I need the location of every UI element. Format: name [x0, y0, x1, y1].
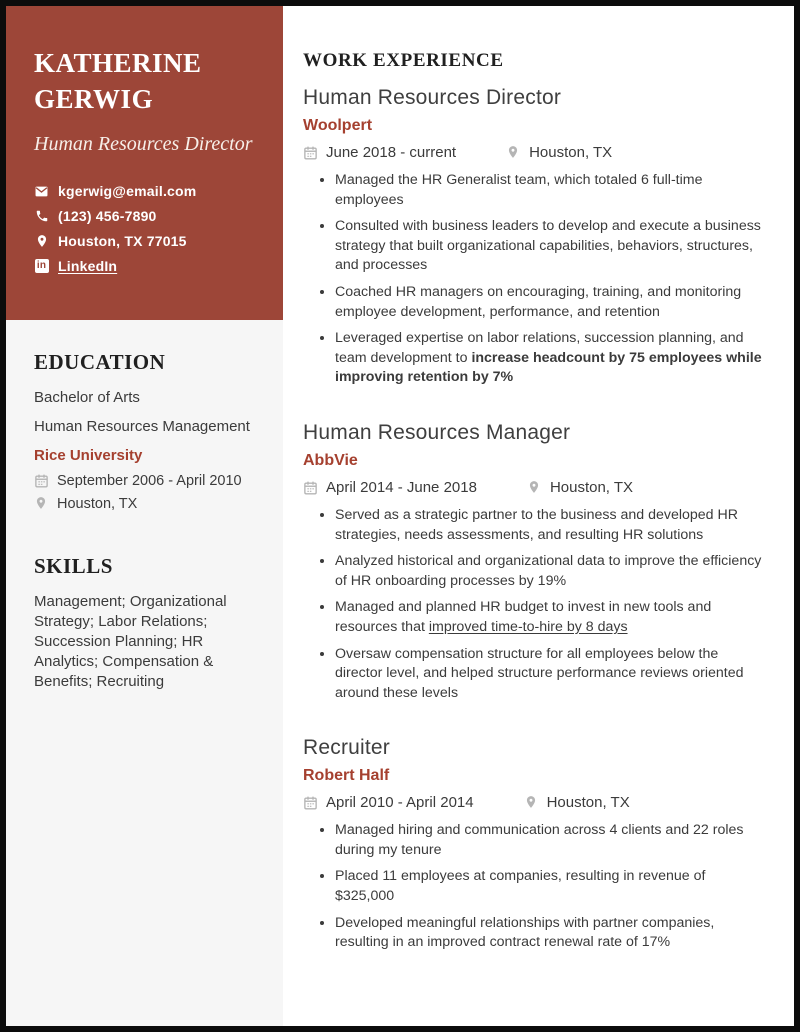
job-dates: April 2014 - June 2018: [326, 478, 477, 496]
skills-heading: SKILLS: [34, 553, 113, 578]
contact-list: [34, 183, 259, 274]
job-location-row: [506, 144, 612, 161]
job-location-row: [524, 794, 630, 811]
person-name: KATHERINE GERWIG: [34, 48, 202, 114]
job-dateline: [303, 479, 768, 496]
sidebar: [6, 6, 283, 1026]
calendar-icon: [303, 795, 318, 810]
location-icon: [34, 234, 49, 249]
calendar-icon: [303, 480, 318, 495]
email-icon: [34, 184, 49, 199]
linkedin-icon: in: [34, 259, 49, 274]
bullet-item: • Consulted with business leaders to develop and execute a business strategy that built organizational capabilities, behaviors, structures, and processes: [335, 217, 768, 276]
contact-phone: [34, 208, 259, 224]
job-location: Houston, TX: [546, 794, 630, 812]
inline-link[interactable]: improved time-to-hire by 8 days: [428, 618, 628, 635]
job-dates: June 2018 - current: [326, 144, 457, 161]
job-company: Robert Half: [303, 767, 390, 785]
calendar-icon: [303, 145, 318, 160]
person-headline: Human Resources Director: [34, 133, 253, 156]
sidebar-header: [6, 6, 283, 320]
education-location: Houston, TX: [57, 495, 138, 512]
bullet-item: • Managed and planned HR budget to invest in new tools and resources that improved time-to-hire by 8 days: [335, 598, 768, 637]
education-dates: September 2006 - April 2010: [57, 472, 242, 489]
bullet-item: • Managed the HR Generalist team, which totaled 6 full-time employees: [335, 171, 768, 210]
bullet-item: • Developed meaningful relationships with partner companies, resulting in an improved contract renewal rate of 17%: [335, 914, 768, 953]
bullet-list: [303, 821, 768, 953]
resume-page: [6, 6, 794, 1026]
location-pin-icon: [506, 145, 521, 160]
bullet-item: • Placed 11 employees at companies, resulting in revenue of $325,000: [335, 867, 768, 906]
linkedin-link[interactable]: LinkedIn: [58, 258, 118, 275]
contact-location-text: Houston, TX 77015: [58, 233, 187, 250]
bullet-item: • Leveraged expertise on labor relations, succession planning, and team development to increase headcount by 75 employees while improving retention by 7%: [335, 329, 768, 388]
bullet-item: • Served as a strategic partner to the business and developed HR strategies, needs assessments, and resulting HR solutions: [335, 506, 768, 545]
location-pin-icon: [34, 496, 49, 511]
contact-phone-text: (123) 456-7890: [58, 208, 157, 225]
job-dates-row: [303, 479, 477, 496]
bullet-list: [303, 506, 768, 703]
phone-icon: [34, 209, 49, 224]
skills-section: [34, 554, 257, 692]
education-dates-row: [34, 473, 257, 489]
contact-email: [34, 183, 259, 199]
education-degree: Bachelor of Arts: [34, 389, 140, 406]
education-school: Rice University: [34, 446, 143, 464]
main-content: [283, 6, 794, 1026]
job-location-row: [527, 479, 633, 496]
calendar-icon: [34, 473, 49, 488]
education-field: Human Resources Management: [34, 418, 250, 436]
bullet-item: • Coached HR managers on encouraging, training, and monitoring employee development, performance, and retention: [335, 283, 768, 322]
job-dateline: [303, 794, 768, 811]
bullet-item: • Oversaw compensation structure for all employees below the director level, and helped structure performance reviews oriented around these levels: [335, 645, 768, 704]
contact-linkedin: [34, 258, 259, 274]
contact-location: [34, 233, 259, 249]
job-entry: [303, 421, 768, 703]
contact-email-text: kgerwig@email.com: [58, 183, 197, 200]
job-location: Houston, TX: [549, 478, 634, 496]
location-pin-icon: [524, 795, 539, 810]
bullet-item: • Managed hiring and communication across 4 clients and 22 roles during my tenure: [335, 821, 768, 860]
job-entry: [303, 736, 768, 953]
job-location: Houston, TX: [529, 144, 613, 161]
bold-highlight: increase headcount by 75 employees while improving retention by 7%: [335, 349, 762, 386]
education-section: [34, 350, 257, 512]
job-entry: [303, 86, 768, 388]
sidebar-body: [6, 320, 283, 691]
job-title: Recruiter: [303, 736, 390, 760]
bullet-list: [303, 171, 768, 388]
jobs-list: [303, 86, 768, 953]
location-pin-icon: [527, 480, 542, 495]
job-company: AbbVie: [303, 451, 358, 469]
job-title: Human Resources Manager: [303, 420, 571, 444]
skills-text: Management; Organizational Strategy; Labor Relations; Succession Planning; HR Analytics; Compensation & Benefits; Recruiting: [34, 592, 227, 690]
education-heading: EDUCATION: [34, 350, 166, 374]
job-dateline: [303, 144, 768, 161]
education-location-row: [34, 496, 257, 512]
work-experience-heading: WORK EXPERIENCE: [303, 50, 504, 71]
job-dates-row: [303, 794, 474, 811]
job-dates: April 2010 - April 2014: [326, 794, 474, 812]
job-company: Woolpert: [303, 117, 373, 134]
job-dates-row: [303, 144, 456, 161]
job-title: Human Resources Director: [303, 86, 562, 109]
bullet-item: • Analyzed historical and organizational data to improve the efficiency of HR onboarding processes by 19%: [335, 552, 768, 591]
